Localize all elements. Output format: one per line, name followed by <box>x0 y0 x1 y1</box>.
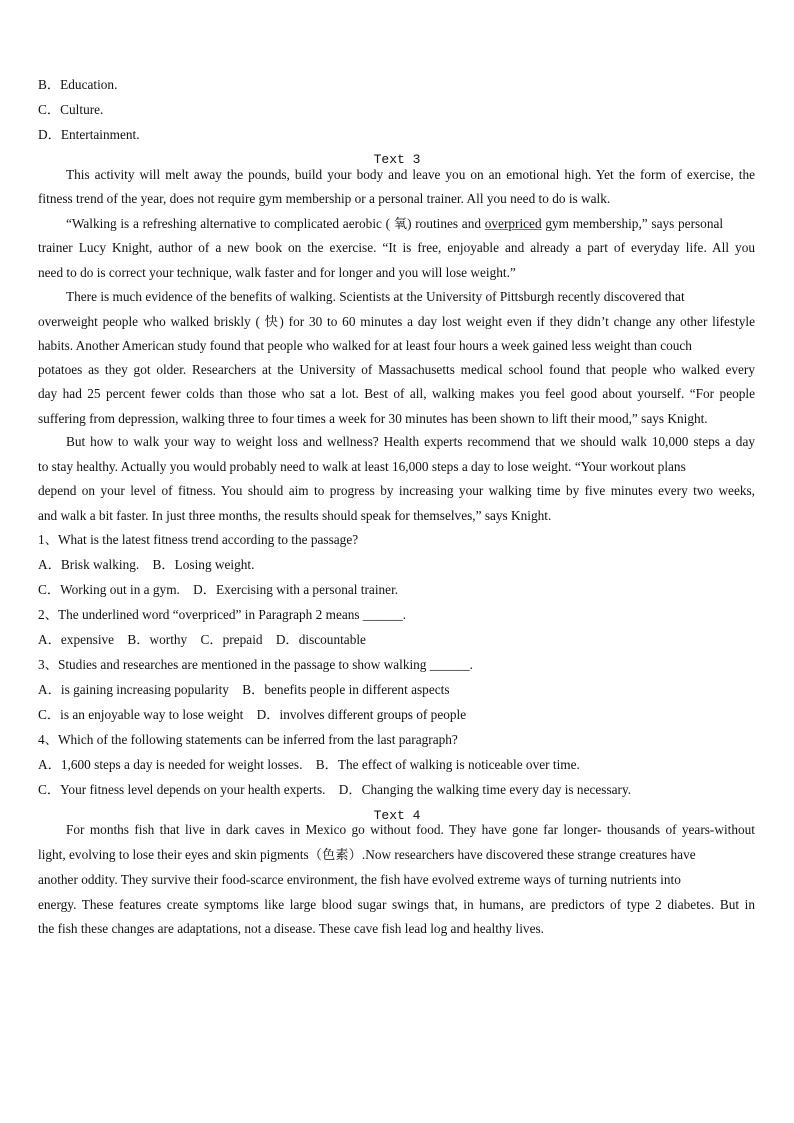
passage-line: to stay healthy. Actually you would probably need to walk at least 16,000 steps a day to lose weight. “Your workout plans <box>38 459 686 474</box>
question-2-options: A．expensive B．worthy C．prepaid D．discountable <box>38 632 366 647</box>
passage-line: and walk a bit faster. In just three months, the results should speak for themselves,” says Knight. <box>38 508 552 523</box>
passage-line: potatoes as they got older. Researchers at the University of Massachusetts medical school found that people who walked every <box>38 362 755 377</box>
text-3-title: Text 3 <box>373 152 421 167</box>
passage-line: depend on your level of fitness. You should aim to progress by increasing your walking time by five minutes every two weeks, <box>38 483 755 498</box>
question-2: 2、The underlined word “overpriced” in Paragraph 2 means ______. <box>38 607 407 622</box>
passage-line: day had 25 percent fewer colds than those who sat a lot. Best of all, walking makes you feel good about yourself. “For people <box>38 386 755 401</box>
passage-line: There is much evidence of the benefits of walking. Scientists at the University of Pittsburgh recently discovered that <box>66 289 685 304</box>
passage-line: For months fish that live in dark caves in Mexico go without food. They have gone far longer- thousands of years-without <box>66 822 755 837</box>
option-b: B．Education. <box>38 77 118 92</box>
question-4-options: A．1,600 steps a day is needed for weight losses. B．The effect of walking is noticeable over time. <box>38 757 580 772</box>
question-1-options: A．Brisk walking. B．Losing weight. <box>38 557 255 572</box>
passage-line: light, evolving to lose their eyes and skin pigments（色素）.Now researchers have discovered these strange creatures have <box>38 847 696 862</box>
passage-line: habits. Another American study found that people who walked for at least four hours a week gained less weight than couch <box>38 338 692 353</box>
option-c: C．Culture. <box>38 102 104 117</box>
passage-text: gym membership,” says personal <box>545 216 724 231</box>
question-4-options: C．Your fitness level depends on your health experts. D．Changing the walking time every day is necessary. <box>38 782 632 797</box>
passage-line: suffering from depression, walking three to four times a week for 30 minutes has been shown to lift their mood,” says Knight. <box>38 411 708 426</box>
option-d: D．Entertainment. <box>38 127 140 142</box>
passage-line: But how to walk your way to weight loss and wellness? Health experts recommend that we should walk 10,000 steps a day <box>66 434 755 449</box>
passage-line: trainer Lucy Knight, author of a new book on the exercise. “It is free, enjoyable and already a part of everyday life. All you <box>38 240 755 255</box>
text-4-title: Text 4 <box>373 808 421 823</box>
passage-line: This activity will melt away the pounds, build your body and leave you on an emotional high. Yet the form of exercise, the <box>66 167 755 182</box>
question-3-options: A．is gaining increasing popularity B．benefits people in different aspects <box>38 682 450 697</box>
passage-line: overweight people who walked briskly ( 快) for 30 to 60 minutes a day lost weight even if they didn’t change any other lifestyle <box>38 314 755 329</box>
underlined-word: overpriced <box>484 216 542 231</box>
question-3-options: C．is an enjoyable way to lose weight D．involves different groups of people <box>38 707 467 722</box>
question-1-options: C．Working out in a gym. D．Exercising with a personal trainer. <box>38 582 399 597</box>
question-1: 1、What is the latest fitness trend according to the passage? <box>38 532 359 547</box>
passage-line: another oddity. They survive their food-scarce environment, the fish have evolved extreme ways of turning nutrients into <box>38 872 681 887</box>
question-4: 4、Which of the following statements can be inferred from the last paragraph? <box>38 732 458 747</box>
passage-line: energy. These features create symptoms like large blood sugar swings that, in humans, are predictors of type 2 diabetes. But in <box>38 897 755 912</box>
passage-line: fitness trend of the year, does not require gym membership or a personal trainer. All you need to do is walk. <box>38 191 611 206</box>
passage-text: “Walking is a refreshing alternative to complicated aerobic ( 氧) routines and <box>66 216 482 231</box>
question-3: 3、Studies and researches are mentioned in the passage to show walking ______. <box>38 657 473 672</box>
passage-line <box>66 216 723 232</box>
passage-line: need to do is correct your technique, walk faster and for longer and you will lose weight.” <box>38 265 516 280</box>
passage-line: the fish these changes are adaptations, not a disease. These cave fish lead log and healthy lives. <box>38 921 544 936</box>
